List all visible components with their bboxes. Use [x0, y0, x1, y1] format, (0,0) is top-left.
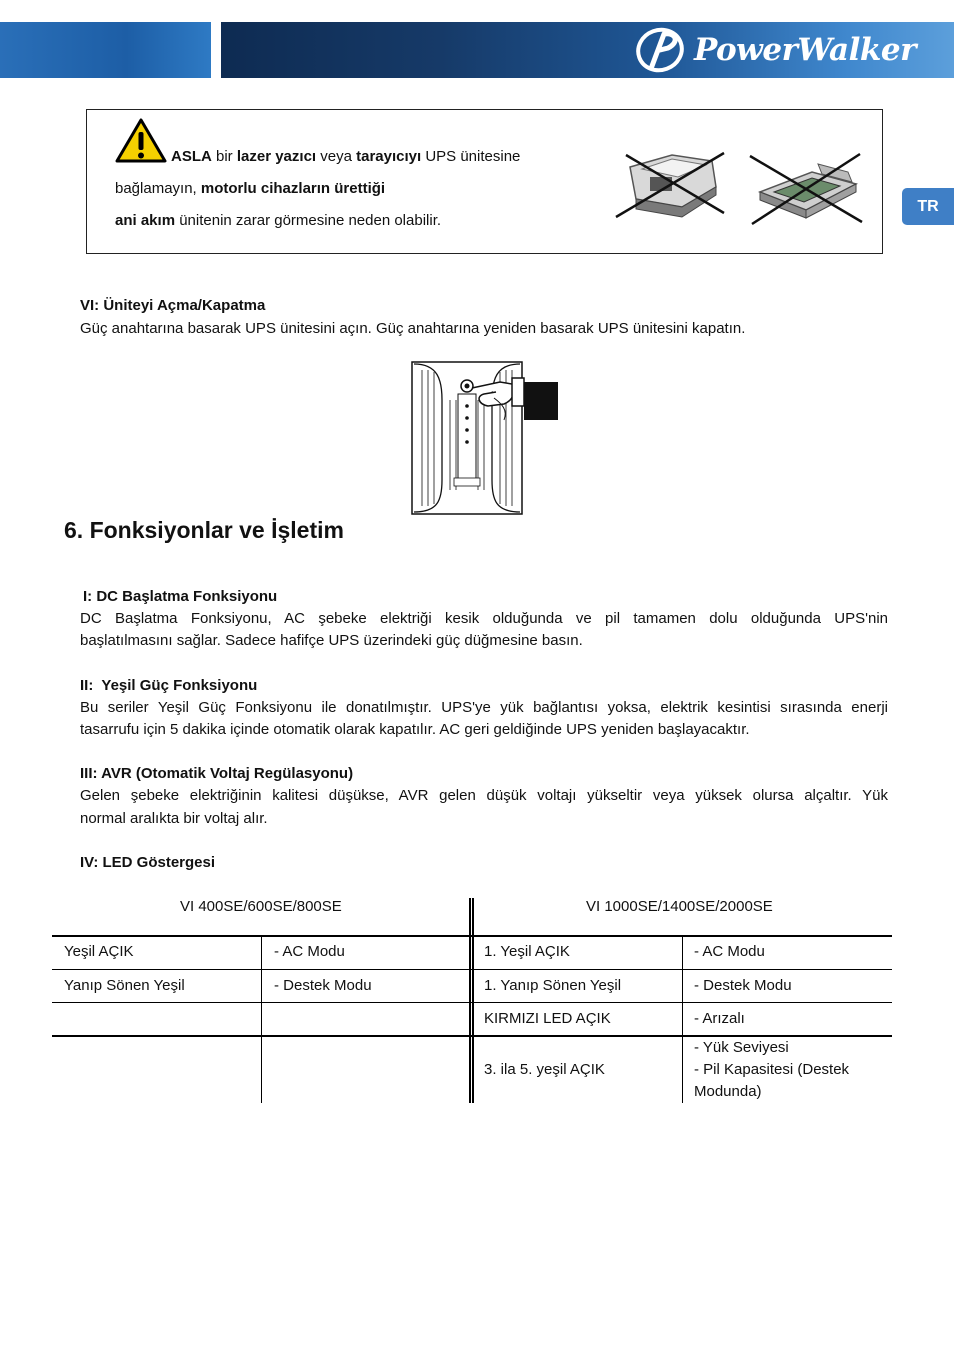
- section-green-line-2: tasarrufu için 5 dakika içinde otomatik olarak kapatılır. AC geri geldiğinde UPS yeniden başlayacaktır.: [80, 721, 750, 738]
- section-avr-title: III: AVR (Otomatik Voltaj Regülasyonu): [80, 765, 354, 782]
- warning-inrush-current: ani akım: [115, 212, 176, 229]
- brand-name: PowerWalker: [694, 32, 916, 68]
- table-cell: - AC Modu: [274, 943, 345, 960]
- brand-logo-mark-icon: [634, 26, 690, 74]
- section-green-line-1: Bu seriler Yeşil Güç Fonksiyonu ile donatılmıştır. UPS'ye yük bağlantısı yoksa, elektrik kesintisi sırasında enerji: [80, 699, 888, 716]
- warning-motor-devices: motorlu cihazların ürettiği: [200, 180, 386, 197]
- section-avr-line-1: Gelen şebeke elektriğinin kalitesi düşükse, AVR gelen düşük voltajı yükseltir veya yüksek olursa alçaltır. Yük: [80, 787, 888, 804]
- table-cell: 3. ila 5. yeşil AÇIK: [484, 1061, 605, 1078]
- warning-text: bağlamayın,: [115, 180, 201, 197]
- table-cell: 1. Yanıp Sönen Yeşil: [484, 977, 622, 994]
- warning-line-2: [115, 180, 385, 197]
- section-avr-line-2: normal aralıkta bir voltaj alır.: [80, 810, 268, 827]
- language-tab[interactable]: TR: [902, 188, 954, 225]
- warning-text: bir: [211, 148, 237, 165]
- table-divider: [472, 898, 474, 1103]
- warning-text: ünitenin zarar görmesine neden olabilir.: [175, 212, 442, 229]
- section-vi-body: Güç anahtarına basarak UPS ünitesini açın. Güç anahtarına yeniden basarak UPS ünitesini kapatın.: [80, 320, 746, 337]
- warning-text: UPS ünitesine: [421, 148, 521, 165]
- section-dc-line-2: başlatılmasını sağlar. Sadece hafifçe UPS üzerindeki güç düğmesine basın.: [80, 632, 583, 649]
- warning-text: veya: [316, 148, 357, 165]
- table-cell: - Destek Modu: [694, 977, 792, 994]
- table-rule: [52, 1035, 892, 1037]
- laser-printer-crossed-icon: [612, 147, 730, 219]
- scanner-crossed-icon: [748, 152, 864, 226]
- table-rule: [52, 1002, 892, 1003]
- warning-line-1: [171, 148, 520, 165]
- table-cell: 1. Yeşil AÇIK: [484, 943, 570, 960]
- table-divider: [261, 936, 262, 1103]
- table-cell: - Arızalı: [694, 1010, 745, 1027]
- table-header-left: VI 400SE/600SE/800SE: [180, 898, 342, 915]
- section-dc-line-1: DC Başlatma Fonksiyonu, AC şebeke elektriği kesik olduğunda ve pil tamamen dolu olduğunda UPS'nin: [80, 610, 888, 627]
- section-green-title: II: Yeşil Güç Fonksiyonu: [80, 677, 258, 694]
- table-header-right: VI 1000SE/1400SE/2000SE: [586, 898, 773, 915]
- table-cell: - AC Modu: [694, 943, 765, 960]
- warning-icon: [114, 117, 168, 165]
- table-cell: - Destek Modu: [274, 977, 372, 994]
- table-cell: Yeşil AÇIK: [64, 943, 134, 960]
- chapter-title: 6. Fonksiyonlar ve İşletim: [64, 517, 344, 543]
- section-led-title: IV: LED Göstergesi: [80, 854, 216, 871]
- table-cell: Modunda): [694, 1083, 762, 1100]
- section-dc-title: I: DC Başlatma Fonksiyonu: [83, 588, 278, 605]
- table-cell: KIRMIZI LED AÇIK: [484, 1010, 611, 1027]
- table-cell: - Yük Seviyesi: [694, 1039, 789, 1056]
- table-rule: [52, 969, 892, 970]
- brand-logo: [634, 26, 916, 74]
- ups-power-button-illustration: [408, 360, 560, 518]
- header-bar-left: [0, 22, 211, 78]
- warning-laser-printer: lazer yazıcı: [236, 148, 317, 165]
- warning-asla: ASLA: [171, 148, 212, 165]
- warning-line-3: [115, 212, 441, 229]
- warning-scanner: tarayıcıyı: [356, 148, 422, 165]
- table-cell: Yanıp Sönen Yeşil: [64, 977, 185, 994]
- table-rule: [52, 935, 892, 937]
- table-cell: - Pil Kapasitesi (Destek: [694, 1061, 850, 1078]
- section-vi-title: VI: Üniteyi Açma/Kapatma: [80, 297, 266, 314]
- table-divider: [469, 898, 471, 1103]
- table-divider: [682, 936, 683, 1103]
